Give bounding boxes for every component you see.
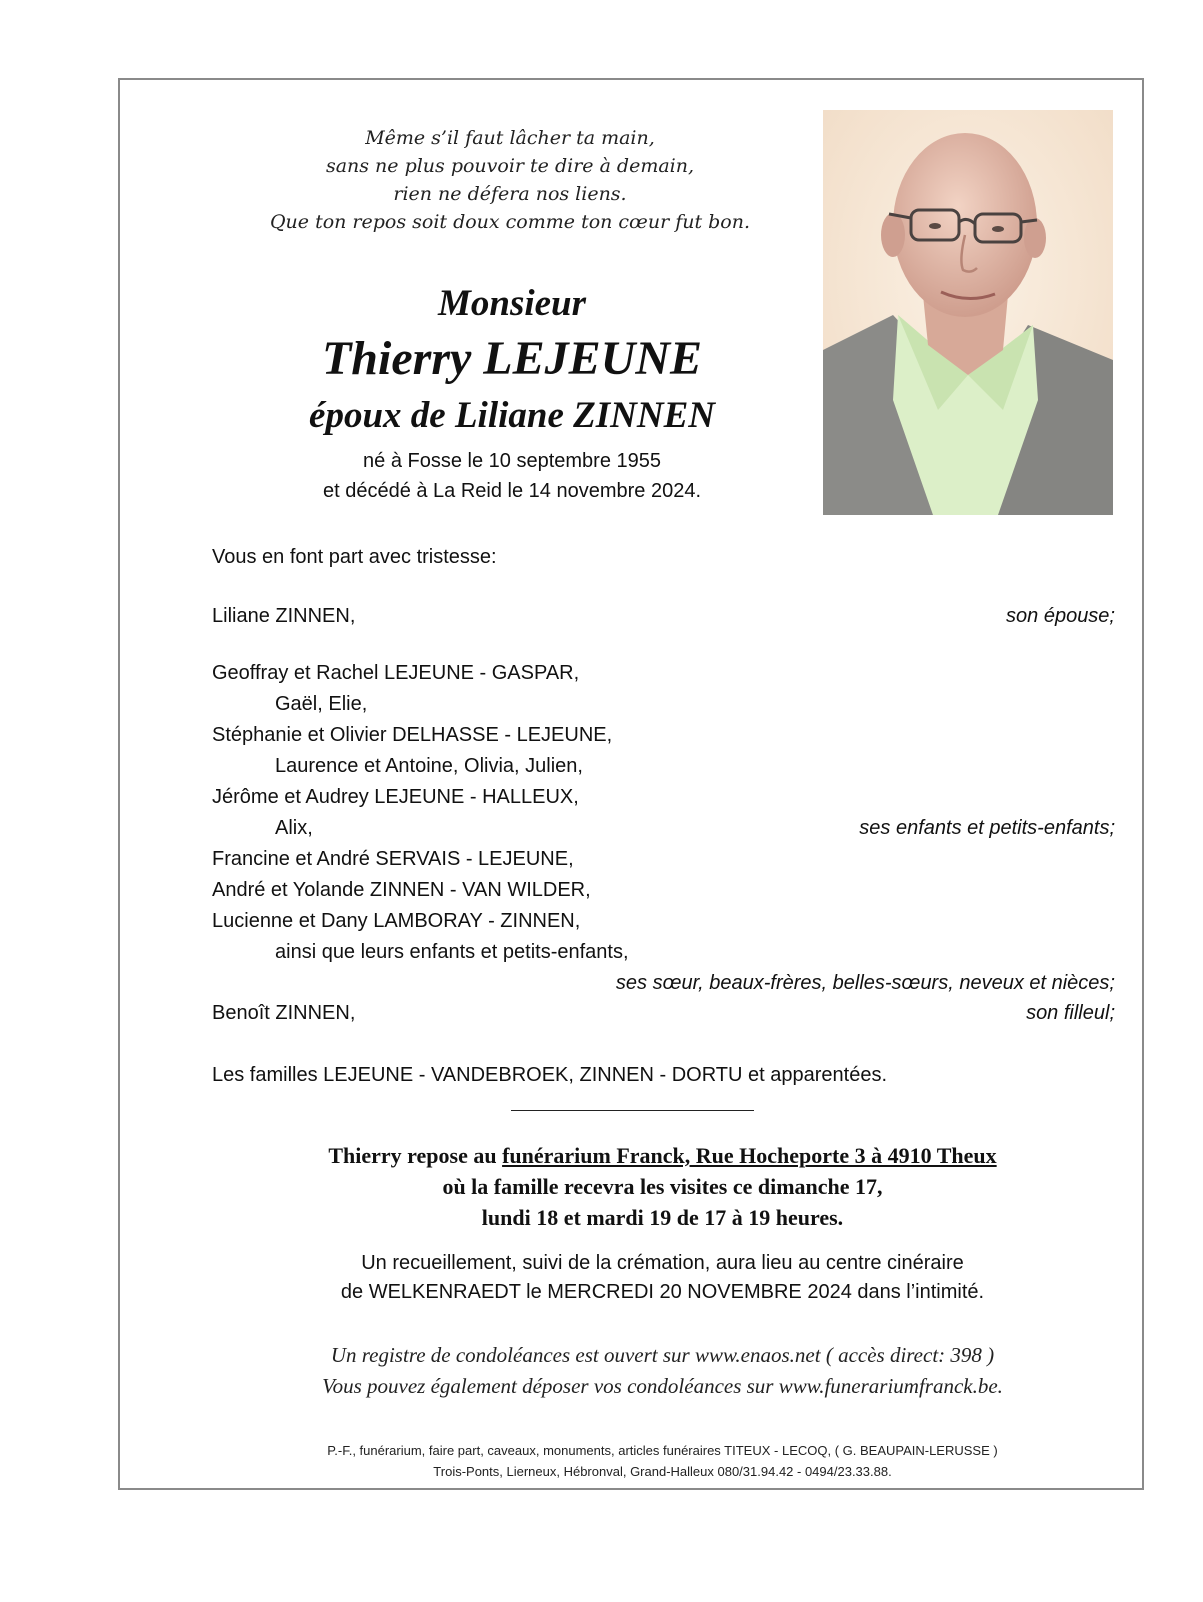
visitation-prefix: Thierry repose au bbox=[328, 1143, 503, 1168]
family-name: Stéphanie et Olivier DELHASSE - LEJEUNE, bbox=[212, 724, 613, 746]
funeral-director-footer bbox=[180, 1440, 1145, 1482]
poem bbox=[230, 124, 790, 236]
family-name: Gaël, Elie, bbox=[275, 693, 368, 715]
family-name: Lucienne et Dany LAMBORAY - ZINNEN, bbox=[212, 910, 581, 932]
poem-line: Même s’il faut lâcher ta main, bbox=[365, 127, 655, 149]
relationship-label: ses sœur, beaux-frères, belles-sœurs, neveux et nièces; bbox=[615, 972, 1115, 994]
relationship-label: ses enfants et petits-enfants; bbox=[859, 817, 1115, 839]
family-name: Laurence et Antoine, Olivia, Julien, bbox=[275, 755, 583, 777]
family-name: ainsi que leurs enfants et petits-enfants, bbox=[275, 941, 629, 963]
announcement-intro: Vous en font part avec tristesse: bbox=[212, 546, 497, 568]
relationship-label: son épouse; bbox=[1006, 605, 1115, 627]
footer-line: Trois-Ponts, Lierneux, Hébronval, Grand-Halleux 080/31.94.42 - 0494/23.33.88. bbox=[433, 1464, 892, 1479]
family-name: Geoffray et Rachel LEJEUNE - GASPAR, bbox=[212, 662, 580, 684]
visitation-line: où la famille recevra les visites ce dimanche 17, bbox=[442, 1174, 883, 1199]
poem-line: sans ne plus pouvoir te dire à demain, bbox=[325, 155, 695, 177]
family-name: Liliane ZINNEN, bbox=[212, 605, 356, 627]
family-name: Benoît ZINNEN, bbox=[212, 1002, 356, 1024]
footer-line: P.-F., funérarium, faire part, caveaux, monuments, articles funéraires TITEUX - LECOQ, ( G. BEAUPAIN-LERUSSE ) bbox=[327, 1443, 998, 1458]
extended-family: Les familles LEJEUNE - VANDEBROEK, ZINNEN - DORTU et apparentées. bbox=[212, 1064, 888, 1086]
divider bbox=[511, 1110, 754, 1111]
registry-line: Vous pouvez également déposer vos condoléances sur www.funerariumfranck.be. bbox=[322, 1374, 1003, 1398]
ceremony-info bbox=[180, 1249, 1145, 1307]
ceremony-line: de WELKENRAEDT le MERCREDI 20 NOVEMBRE 2024 dans l’intimité. bbox=[340, 1281, 985, 1303]
relationship-label: son filleul; bbox=[1026, 1002, 1115, 1024]
birth-line: né à Fosse le 10 septembre 1955 bbox=[363, 450, 661, 472]
ceremony-line: Un recueillement, suivi de la crémation, aura lieu au centre cinéraire bbox=[361, 1252, 964, 1274]
life-dates bbox=[250, 446, 774, 506]
visitation-info bbox=[180, 1140, 1145, 1233]
salutation: Monsieur bbox=[437, 283, 587, 324]
family-name: Jérôme et Audrey LEJEUNE - HALLEUX, bbox=[212, 786, 579, 808]
poem-line: Que ton repos soit doux comme ton cœur fut bon. bbox=[269, 211, 751, 233]
visitation-line: lundi 18 et mardi 19 de 17 à 19 heures. bbox=[481, 1205, 844, 1230]
family-name: Alix, bbox=[275, 817, 313, 839]
funeral-home-address: funérarium Franck, Rue Hocheporte 3 à 4910 Theux bbox=[502, 1143, 997, 1168]
poem-line: rien ne défera nos liens. bbox=[393, 183, 627, 205]
registry-line: Un registre de condoléances est ouvert sur www.enaos.net ( accès direct: 398 ) bbox=[330, 1343, 995, 1367]
spouse-line: époux de Liliane ZINNEN bbox=[309, 395, 715, 436]
death-line: et décédé à La Reid le 14 novembre 2024. bbox=[322, 480, 702, 502]
family-name: Francine et André SERVAIS - LEJEUNE, bbox=[212, 848, 574, 870]
family-name: André et Yolande ZINNEN - VAN WILDER, bbox=[212, 879, 591, 901]
portrait-photo bbox=[823, 110, 1113, 515]
deceased-name: Thierry LEJEUNE bbox=[321, 332, 702, 385]
condolence-registry bbox=[180, 1340, 1145, 1402]
